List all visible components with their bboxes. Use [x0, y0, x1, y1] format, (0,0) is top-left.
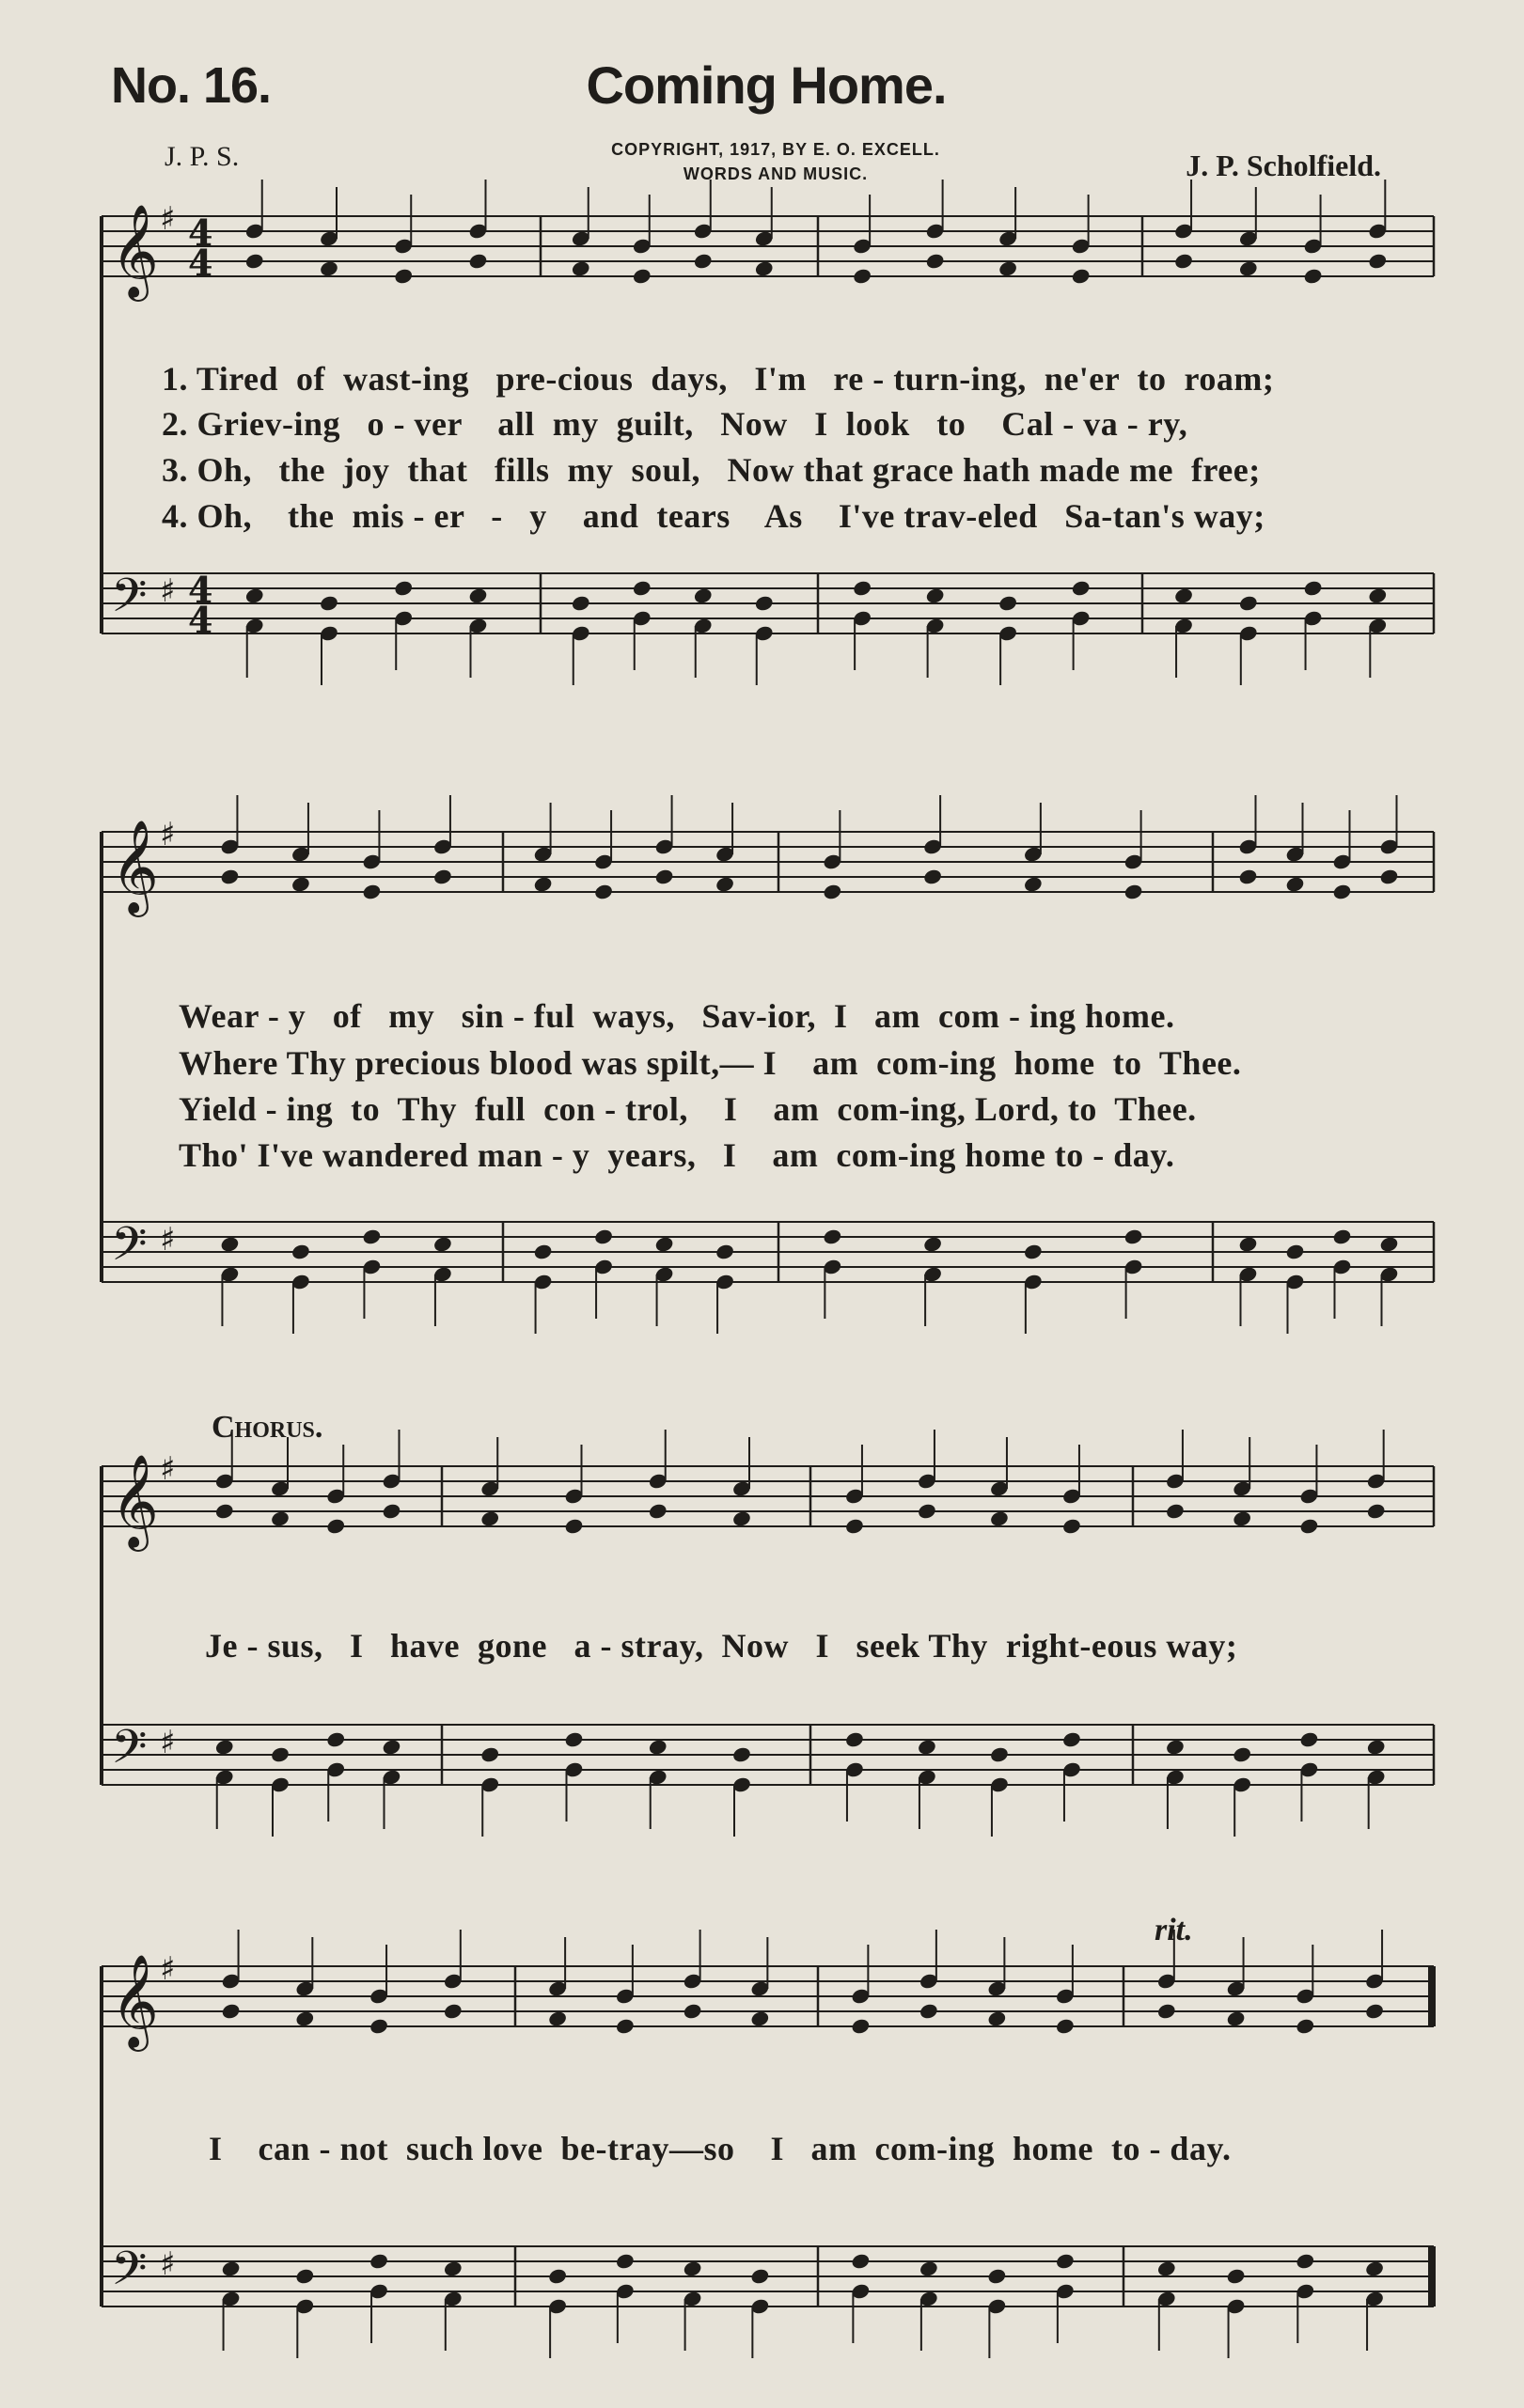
time-signature: 4 — [188, 211, 213, 254]
note-head — [917, 1738, 937, 1756]
key-signature-sharp: ♯ — [160, 200, 176, 238]
note-head — [715, 1243, 735, 1260]
note-head — [1156, 2259, 1177, 2277]
key-signature-sharp: ♯ — [160, 1450, 176, 1488]
note-head — [564, 1730, 585, 1748]
note-head — [998, 594, 1018, 612]
note-head — [564, 1517, 585, 1535]
bass-clef: 𝄢 — [111, 1217, 148, 1283]
note-head — [1367, 586, 1388, 604]
chorus-line: Je - sus, I have gone a - stray, Now I seek Thy right-eous way; — [205, 1627, 1238, 1665]
note-head — [654, 868, 675, 885]
note-head — [533, 875, 554, 893]
note-head — [369, 2252, 389, 2270]
final-barline — [1428, 2246, 1436, 2306]
note-head — [1364, 2259, 1385, 2277]
verse-line: 3. Oh, the joy that fills my soul, Now that grace hath made me free; — [162, 451, 1261, 489]
note-head — [1173, 252, 1194, 270]
note-head — [1232, 1509, 1252, 1527]
note-head — [382, 1502, 402, 1520]
key-signature-sharp: ♯ — [160, 1724, 176, 1761]
chorus-line: I can - not such love be-tray—so I am com-ing home to - day. — [209, 2130, 1232, 2167]
note-head — [750, 2267, 771, 2285]
note-head — [987, 2267, 1008, 2285]
key-signature-sharp: ♯ — [160, 1221, 176, 1259]
verse-line: Wear - y of my sin - ful ways, Sav-ior, I am com - ing home. — [179, 997, 1175, 1035]
bass-clef: 𝄢 — [111, 1720, 148, 1786]
note-head — [1295, 2017, 1315, 2035]
note-head — [393, 579, 414, 597]
note-head — [533, 1243, 554, 1260]
note-head — [852, 579, 872, 597]
verse-line: 1. Tired of wast-ing pre-cious days, I'm re - turn-ing, ne'er to roam; — [162, 360, 1275, 398]
note-head — [1303, 579, 1324, 597]
note-head — [852, 267, 872, 285]
treble-clef: 𝄞 — [111, 1454, 159, 1548]
note-head — [1055, 2017, 1076, 2035]
note-head — [291, 1243, 311, 1260]
verse-line: Where Thy precious blood was spilt,— I am com-ing home to Thee. — [179, 1044, 1242, 1082]
final-barline — [1428, 1966, 1436, 2026]
note-head — [369, 2017, 389, 2035]
note-head — [214, 1502, 235, 1520]
note-head — [382, 1738, 402, 1756]
note-head — [325, 1730, 346, 1748]
time-signature: 4 — [188, 242, 213, 284]
note-head — [1226, 2267, 1247, 2285]
time-signature: 4 — [188, 569, 213, 611]
note-head — [731, 1509, 752, 1527]
note-head — [221, 2002, 242, 2020]
note-head — [1299, 1517, 1320, 1535]
note-head — [214, 1738, 235, 1756]
note-head — [1238, 868, 1259, 885]
note-head — [1165, 1502, 1186, 1520]
note-head — [479, 1745, 500, 1763]
note-head — [925, 252, 946, 270]
note-head — [919, 2002, 939, 2020]
note-head — [319, 259, 339, 277]
note-head — [754, 259, 775, 277]
key-signature-sharp: ♯ — [160, 816, 176, 853]
note-head — [750, 2009, 771, 2027]
note-head — [1238, 1235, 1259, 1253]
key-signature-sharp: ♯ — [160, 2245, 176, 2283]
note-head — [294, 2267, 315, 2285]
bass-clef: 𝄢 — [111, 569, 148, 634]
note-head — [632, 579, 652, 597]
note-head — [648, 1502, 668, 1520]
note-head — [1173, 586, 1194, 604]
note-head — [922, 1235, 943, 1253]
note-head — [1232, 1745, 1252, 1763]
note-head — [1332, 883, 1353, 900]
note-head — [851, 2252, 872, 2270]
note-head — [1379, 1235, 1400, 1253]
note-head — [468, 252, 489, 270]
note-head — [593, 1227, 614, 1245]
note-head — [547, 2267, 568, 2285]
note-head — [1332, 1227, 1353, 1245]
note-head — [1379, 868, 1400, 885]
ritardando-mark: rit. — [1155, 1913, 1193, 1947]
note-head — [683, 2002, 703, 2020]
note-head — [844, 1517, 865, 1535]
treble-clef: 𝄞 — [111, 820, 159, 914]
note-head — [294, 2009, 315, 2027]
note-head — [693, 586, 714, 604]
note-head — [1299, 1730, 1320, 1748]
note-head — [1061, 1517, 1082, 1535]
note-head — [1367, 252, 1388, 270]
note-head — [270, 1745, 291, 1763]
copyright-line: WORDS AND MUSIC. — [683, 164, 869, 183]
note-head — [1055, 2252, 1076, 2270]
note-head — [693, 252, 714, 270]
note-head — [851, 2017, 872, 2035]
key-signature-sharp: ♯ — [160, 1950, 176, 1988]
note-head — [325, 1517, 346, 1535]
note-head — [547, 2009, 568, 2027]
hymn-number: No. 16. — [111, 57, 272, 114]
copyright-line: COPYRIGHT, 1917, BY E. O. EXCELL. — [611, 140, 940, 159]
note-head — [479, 1509, 500, 1527]
verse-line: 4. Oh, the mis - er - y and tears As I've trav-eled Sa-tan's way; — [162, 497, 1265, 535]
chorus-label: Chorus. — [212, 1410, 323, 1445]
treble-clef: 𝄞 — [111, 1954, 159, 2048]
note-head — [221, 2259, 242, 2277]
note-head — [220, 868, 241, 885]
note-head — [1071, 267, 1092, 285]
note-head — [989, 1509, 1010, 1527]
words-author: J. P. S. — [165, 141, 240, 172]
note-head — [571, 594, 591, 612]
note-head — [917, 1502, 937, 1520]
note-head — [1366, 1502, 1387, 1520]
note-head — [615, 2017, 636, 2035]
note-head — [1238, 594, 1259, 612]
note-head — [844, 1730, 865, 1748]
note-head — [1061, 1730, 1082, 1748]
note-head — [1226, 2009, 1247, 2027]
verse-line: 2. Griev-ing o - ver all my guilt, Now I look to Cal - va - ry, — [162, 405, 1188, 443]
note-head — [632, 267, 652, 285]
treble-clef: 𝄞 — [111, 204, 159, 298]
note-head — [1023, 875, 1044, 893]
time-signature: 4 — [188, 599, 213, 641]
note-head — [443, 2259, 463, 2277]
note-head — [244, 252, 265, 270]
note-head — [1071, 579, 1092, 597]
note-head — [1295, 2252, 1315, 2270]
note-head — [468, 586, 489, 604]
note-head — [1123, 883, 1144, 900]
note-head — [1156, 2002, 1177, 2020]
verse-line: Yield - ing to Thy full con - trol, I am com-ing, Lord, to Thee. — [179, 1090, 1197, 1128]
note-head — [571, 259, 591, 277]
note-head — [1364, 2002, 1385, 2020]
note-head — [754, 594, 775, 612]
note-head — [1123, 1227, 1144, 1245]
note-head — [1165, 1738, 1186, 1756]
note-head — [998, 259, 1018, 277]
note-head — [987, 2009, 1008, 2027]
note-head — [1238, 259, 1259, 277]
note-head — [919, 2259, 939, 2277]
verse-line: Tho' I've wandered man - y years, I am com-ing home to - day. — [179, 1136, 1175, 1174]
note-head — [1303, 267, 1324, 285]
hymn-title: Coming Home. — [586, 55, 947, 115]
note-head — [393, 267, 414, 285]
note-head — [291, 875, 311, 893]
note-head — [925, 586, 946, 604]
note-head — [220, 1235, 241, 1253]
note-head — [823, 1227, 843, 1245]
note-head — [1285, 1243, 1306, 1260]
note-head — [683, 2259, 703, 2277]
note-head — [593, 883, 614, 900]
note-head — [654, 1235, 675, 1253]
note-head — [823, 883, 843, 900]
key-signature-sharp: ♯ — [160, 572, 176, 610]
note-head — [244, 586, 265, 604]
note-head — [1366, 1738, 1387, 1756]
composer: J. P. Scholfield. — [1186, 149, 1381, 182]
note-head — [443, 2002, 463, 2020]
note-head — [1285, 875, 1306, 893]
note-head — [432, 1235, 453, 1253]
note-head — [731, 1745, 752, 1763]
bass-clef: 𝄢 — [111, 2242, 148, 2307]
note-head — [989, 1745, 1010, 1763]
note-head — [270, 1509, 291, 1527]
note-head — [648, 1738, 668, 1756]
note-head — [362, 1227, 383, 1245]
note-head — [319, 594, 339, 612]
note-head — [432, 868, 453, 885]
note-head — [615, 2252, 636, 2270]
note-head — [362, 883, 383, 900]
note-head — [1023, 1243, 1044, 1260]
note-head — [715, 875, 735, 893]
note-head — [922, 868, 943, 885]
